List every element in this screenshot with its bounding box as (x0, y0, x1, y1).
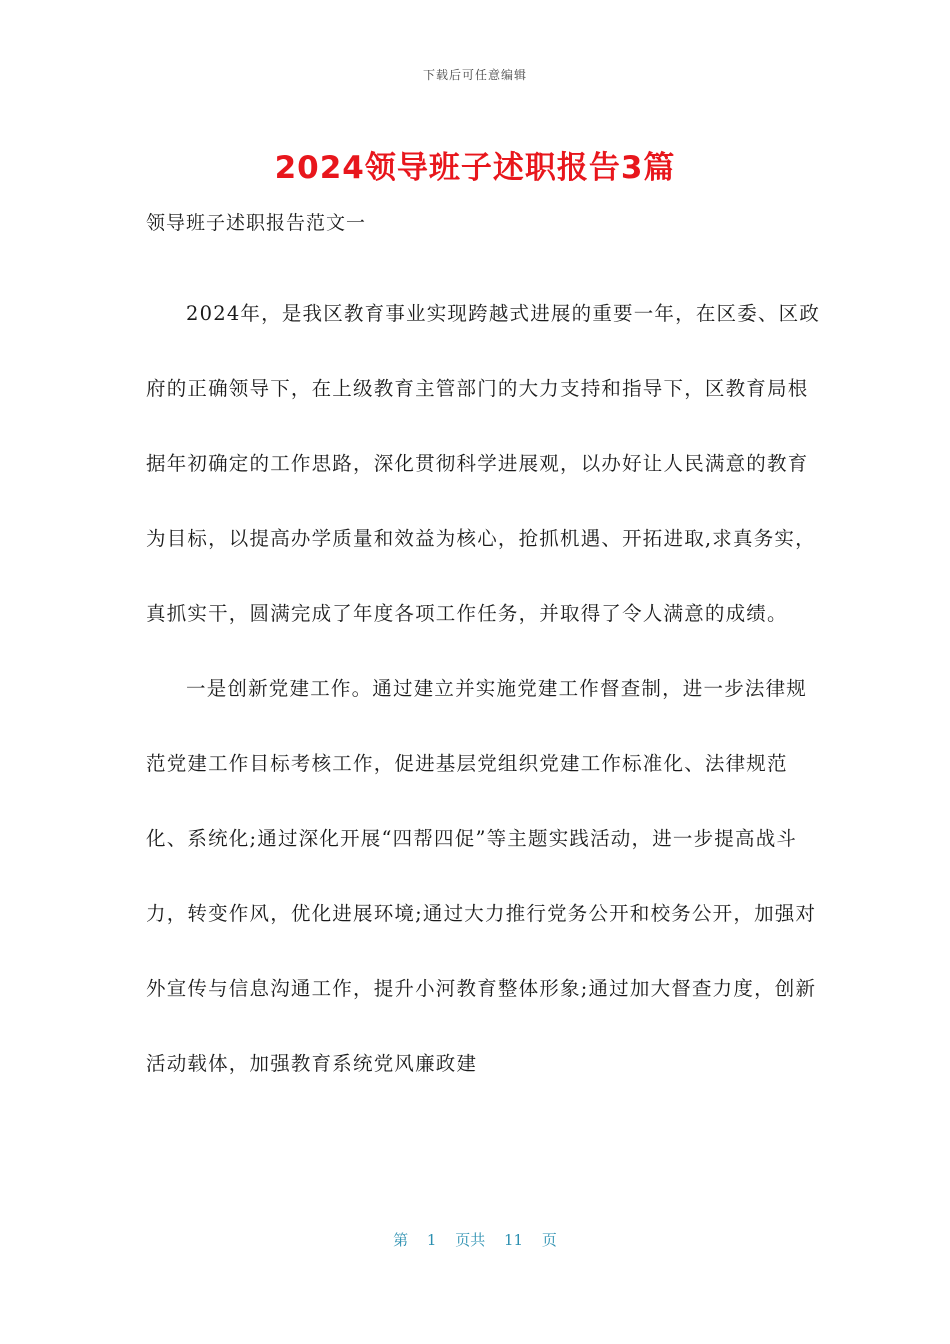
document-body (146, 276, 826, 1101)
footer-mid: 页共 (455, 1231, 486, 1249)
document-subtitle: 领导班子述职报告范文一 (146, 212, 367, 234)
footer-prefix: 第 (393, 1231, 409, 1249)
body-paragraph-1: 2024年，是我区教育事业实现跨越式进展的重要一年，在区委、区政府的正确领导下，在上级教育主管部门的大力支持和指导下，区教育局根据年初确定的工作思路，深化贯彻科学进展观，以办好让人民满意的教育为目标，以提高办学质量和效益为核心，抢抓机遇、开拓进取,求真务实，真抓实干，圆满完成了年度各项工作任务，并取得了令人满意的成绩。 (146, 302, 821, 625)
footer-page-current: 1 (426, 1231, 437, 1249)
footer-page-total: 11 (504, 1231, 524, 1249)
document-title: 2024领导班子述职报告3篇 (274, 150, 676, 186)
body-paragraph-2: 一是创新党建工作。通过建立并实施党建工作督查制，进一步法律规范党建工作目标考核工作，促进基层党组织党建工作标准化、法律规范化、系统化;通过深化开展“四帮四促”等主题实践活动，进一步提高战斗力，转变作风，优化进展环境;通过大力推行党务公开和校务公开，加强对外宣传与信息沟通工作，提升小河教育整体形象;通过加大督查力度，创新活动载体，加强教育系统党风廉政建 (146, 677, 817, 1075)
footer-suffix: 页 (541, 1231, 557, 1249)
header-note: 下载后可任意编辑 (422, 68, 527, 82)
page-footer (0, 1229, 950, 1250)
